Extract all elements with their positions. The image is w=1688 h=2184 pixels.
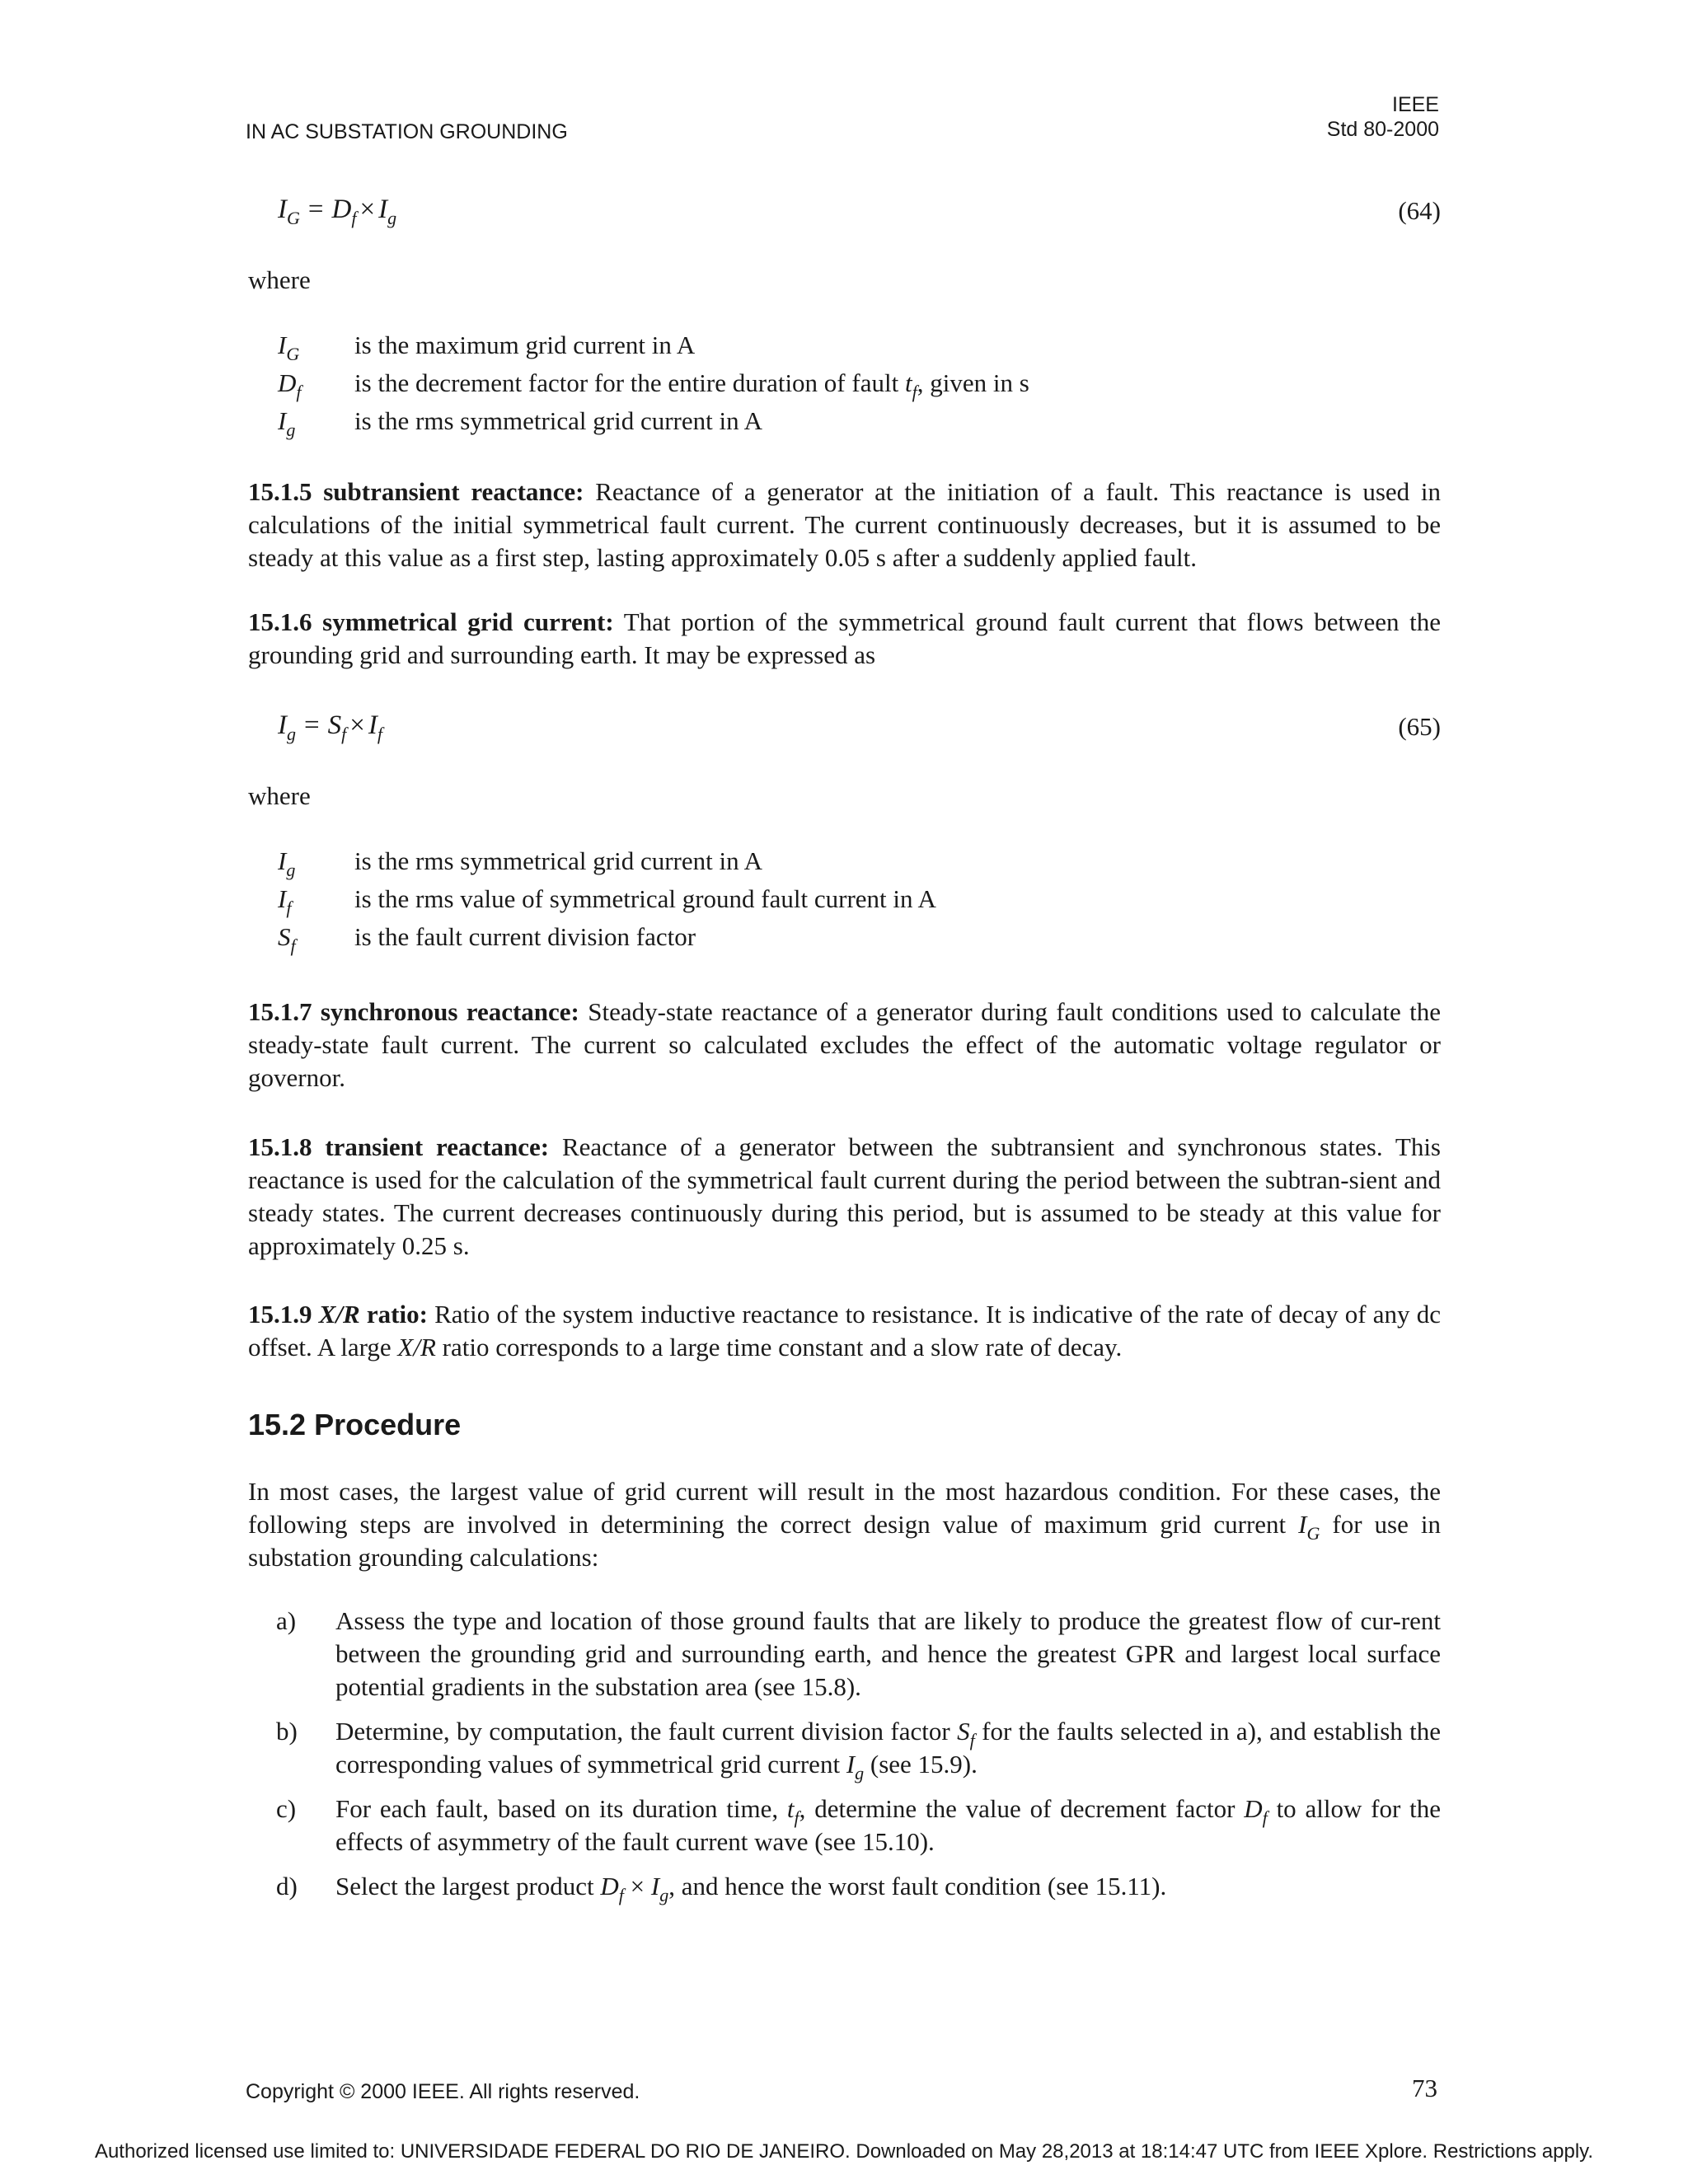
definition-15-1-7: 15.1.7 synchronous reactance: Steady-state reactance of a generator during fault conditions used to calculate the steady-state fault current. The current so calculated excludes the effect of the automatic voltage regulator or governor. [248, 997, 1442, 1092]
step-letter: c) [276, 1794, 297, 1823]
list-item: b) Determine, by computation, the fault current division factor $S_f$ for the faults selected in a), and establish the corresponding values of symmetrical grid current $I_g$ (see 15.9). [276, 1717, 1442, 1783]
running-header-title: IN AC SUBSTATION GROUNDING [246, 120, 568, 143]
step-letter: b) [276, 1717, 298, 1746]
equation-65: $I_g = S_f \times I_f$ [278, 710, 382, 744]
header-std-number: Std 80-2000 [1326, 118, 1439, 141]
definition-15-1-8: 15.1.8 transient reactance: Reactance of a generator between the subtransient and synchronous states. This reactance is used for the calculation of the symmetrical fault current during the period between the subtran-sient and steady states. The current decreases continuously during this period, but is assumed to be steady at this value for approximately 0.25 s. [248, 1132, 1441, 1260]
list-item: a) Assess the type and location of those ground faults that are likely to produce the greatest flow of cur-rent between the grounding grid and surrounding earth, and hence the greatest GPR and largest local surface potential gradients in the substation area (see 15.8). [276, 1606, 1441, 1701]
term-xr-ratio: 15.1.9 X/R ratio: [248, 1300, 428, 1329]
term-synchronous-reactance: 15.1.7 synchronous reactance: [248, 997, 579, 1026]
list-item: d) Select the largest product $D_f \times I_g$, and hence the worst fault condition (see 15.11). [276, 1872, 1167, 1905]
equation-64: $I_G = D_f \times I_g$ [278, 194, 397, 228]
license-notice: Authorized licensed use limited to: UNIVERSIDADE FEDERAL DO RIO DE JANEIRO. Downloaded on May 28,2013 at 18:14:47 UTC from IEEE Xplore. Restrictions apply. [94, 2140, 1594, 2163]
step-letter: d) [276, 1872, 298, 1900]
equation-65-number: (65) [1398, 712, 1441, 741]
where-label-64: where [248, 265, 311, 294]
step-letter: a) [276, 1606, 297, 1635]
header-org: IEEE [1392, 93, 1439, 116]
definition-15-1-9: 15.1.9 X/R ratio: Ratio of the system inductive reactance to resistance. It is indicative of the rate of decay of any dc offset. A large X/R ratio corresponds to a large time constant and a slow rate of decay. [248, 1300, 1442, 1361]
definition-15-1-6: 15.1.6 symmetrical grid current: That portion of the symmetrical ground fault current that flows between the grounding grid and surrounding earth. It may be expressed as [248, 607, 1441, 669]
term-symmetrical-grid-current: 15.1.6 symmetrical grid current: [248, 607, 614, 636]
definition-15-1-5: 15.1.5 subtransient reactance: Reactance of a generator at the initiation of a fault. This reactance is used in calculations of the initial symmetrical fault current. The current continuously decreases, but it is assumed to be steady at this value as a first step, lasting approximately 0.05 s after a suddenly applied fault. [248, 477, 1441, 572]
list-item: c) For each fault, based on its duration time, $t_f$, determine the value of decrement factor $D_f$ to allow for the effects of asymmetry of the fault current wave (see 15.10). [276, 1794, 1441, 1856]
running-header-standard [1327, 92, 1439, 142]
copyright-notice: Copyright © 2000 IEEE. All rights reserved. [246, 2080, 640, 2103]
term-subtransient-reactance: 15.1.5 subtransient reactance: [248, 477, 584, 506]
procedure-steps [248, 1605, 1441, 1915]
page-number: 73 [1412, 2074, 1437, 2102]
section-heading-procedure: 15.2 Procedure [248, 1408, 462, 1441]
term-transient-reactance: 15.1.8 transient reactance: [248, 1132, 550, 1161]
equation-64-number: (64) [1398, 196, 1441, 225]
where-label-65: where [248, 781, 311, 810]
procedure-intro: In most cases, the largest value of grid current will result in the most hazardous condition. For these cases, the following steps are involved in determining the correct design value of maximum grid current $I_G$ for use in substation grounding calculations: [248, 1477, 1441, 1572]
